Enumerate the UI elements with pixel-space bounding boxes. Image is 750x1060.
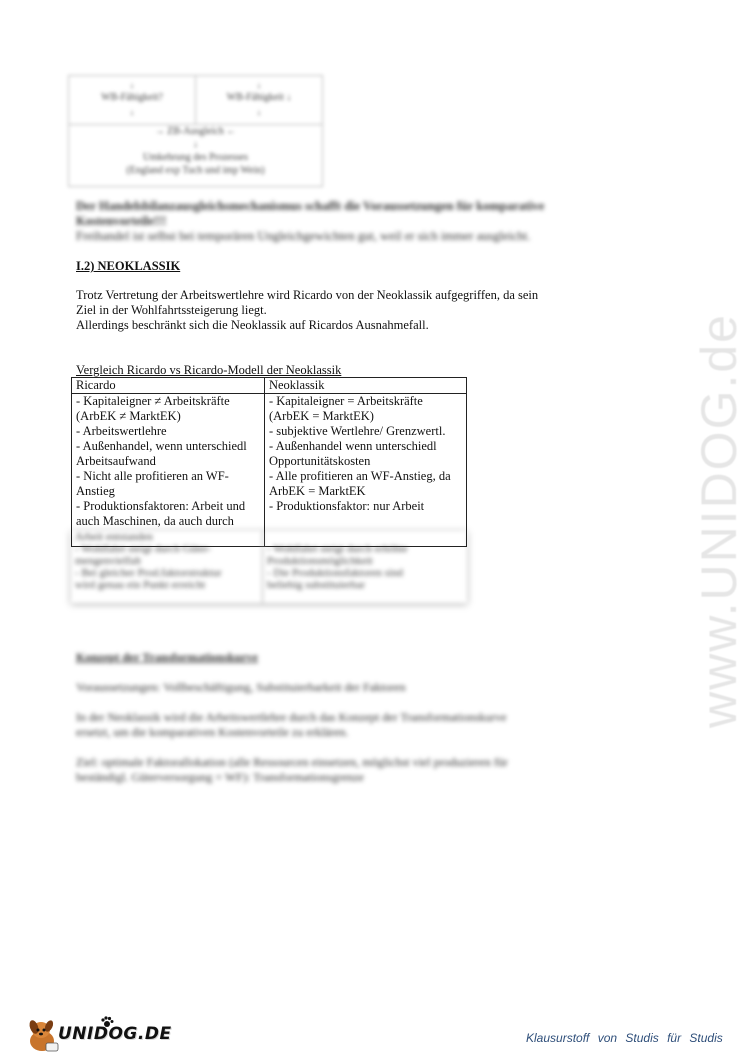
cell-line: - Außenhandel wenn unterschiedl <box>268 439 437 453</box>
cell-line: - Produktionsfaktor: nur Arbeit <box>268 499 425 513</box>
faded-line: - Die Produktionsfaktoren sind <box>267 567 403 579</box>
diagram-top-row <box>69 76 322 125</box>
table-row <box>72 394 467 547</box>
intro-line: Ziel in der Wohlfahrtssteigerung liegt. <box>76 303 267 317</box>
diagram-bottom-line: (England exp Tuch und imp Wein) <box>126 165 265 176</box>
cell-line: auch Maschinen, da auch durch <box>76 514 234 528</box>
cell-line: - Nicht alle profitieren an WF- <box>76 469 229 483</box>
cell-line: Anstieg <box>76 484 115 498</box>
section-heading: I.2) NEOKLASSIK <box>76 259 181 273</box>
cell-line: - Außenhandel, wenn unterschiedl <box>76 439 247 453</box>
cell-line: - Alle profitieren an WF-Anstieg, da <box>268 469 451 483</box>
diagram-cell-right <box>196 76 322 124</box>
table-caption: Vergleich Ricardo vs Ricardo-Modell der Neoklassik <box>76 363 342 377</box>
flow-diagram <box>68 75 323 187</box>
cell-line: - Arbeitswertlehre <box>76 424 167 438</box>
transformation-paragraph <box>76 755 576 785</box>
blurred-line: Freihandel ist selbst bei temporären Ungleichgewichten gut, weil er sich immer ausgleicht. <box>76 229 531 243</box>
blurred-paragraph <box>76 199 596 244</box>
arrow-down-icon: ↓ <box>256 80 262 90</box>
arrow-down-icon: ↓ <box>129 80 135 90</box>
transformation-heading: Konzept der Transformationskurve <box>76 650 258 664</box>
intro-line: Trotz Vertretung der Arbeitswertlehre wird Ricardo von der Neoklassik aufgegriffen, da sein <box>76 288 539 302</box>
diagram-bottom <box>69 125 322 177</box>
faded-line: beliebig substituierbar <box>267 579 366 591</box>
cell-line: (ArbEK = MarktEK) <box>268 409 374 423</box>
cell-line: Arbeitsaufwand <box>76 454 156 468</box>
intro-line: Allerdings beschränkt sich die Neoklassik auf Ricardos Ausnahmefall. <box>76 318 429 332</box>
cell-line: ArbEK = MarktEK <box>268 484 366 498</box>
faded-line: - Wohlfahrt steigt durch Güter- <box>75 543 212 555</box>
section-intro <box>76 288 576 333</box>
blurred-line: Kostenvorteile!!! <box>76 214 167 228</box>
diagram-cell-left <box>69 76 196 124</box>
cell-line: - Kapitaleigner ≠ Arbeitskräfte <box>76 394 230 408</box>
blurred-line: Der Handelsbilanzausgleichsmechanismus schafft die Voraussetzungen für komparative <box>76 199 545 213</box>
table-header-row <box>72 378 467 394</box>
arrow-down-icon: ↓ <box>193 139 198 150</box>
table-cell-ricardo <box>72 394 265 547</box>
faded-cell-neoklassik <box>263 531 463 603</box>
arrow-down-icon: ↓ <box>256 107 262 117</box>
watermark: www.UNIDOG.de <box>691 313 747 728</box>
logo-text: UNIDOG.DE <box>58 1024 172 1044</box>
table-faded-continuation <box>71 531 467 603</box>
diagram-cell-right-label: WB-Fähigkeit ↓ <box>226 92 292 103</box>
unidog-logo[interactable] <box>24 1015 172 1055</box>
paragraph-line: ersetzt, um die komparativen Kostenvorteile zu erklären. <box>76 725 349 739</box>
paragraph-line: In der Neoklassik wird die Arbeitswertlehre durch das Konzept der Transformationskurve <box>76 710 507 724</box>
table-header-neoklassik: Neoklassik <box>264 378 466 394</box>
paragraph-line: beständigl. Güterversorgung = WF): Transformationsgrenze <box>76 770 364 784</box>
cell-line: - subjektive Wertlehre/ Grenzwertl. <box>268 424 446 438</box>
faded-cell-ricardo <box>71 531 263 603</box>
faded-line: mengenvielfalt <box>75 555 141 567</box>
table-header-ricardo: Ricardo <box>72 378 265 394</box>
diagram-bottom-line: Umkehrung des Prozesses <box>143 152 248 163</box>
transformation-paragraph <box>76 710 576 740</box>
arrow-down-icon: ↓ <box>129 107 135 117</box>
cell-line: Opportunitätskosten <box>268 454 371 468</box>
comparison-table <box>71 377 467 547</box>
table-cell-neoklassik <box>264 394 466 547</box>
faded-line: - Bei gleicher Prod.faktorstruktur <box>75 567 222 579</box>
cell-line: (ArbEK ≠ MarktEK) <box>76 409 181 423</box>
paragraph-line: Ziel: optimale Faktorallokation (alle Ressourcen einsetzen, möglichst viel produzieren für <box>76 755 508 769</box>
diagram-cell-left-label: WB-Fähigkeit? <box>101 92 163 103</box>
cell-line: - Produktionsfaktoren: Arbeit und <box>76 499 246 513</box>
faded-line: - Wohlfahrt steigt durch erhöhte <box>267 543 408 555</box>
faded-line <box>267 531 459 543</box>
transformation-paragraph: Voraussetzungen: Vollbeschäftigung, Substituierbarkeit der Faktoren <box>76 680 406 694</box>
footer-tagline: Klausurstoff von Studis für Studis <box>526 1031 723 1045</box>
faded-line: Arbeit entstanden <box>75 531 153 543</box>
faded-line: wird genau ein Punkt erreicht <box>75 579 206 591</box>
cell-line: - Kapitaleigner = Arbeitskräfte <box>268 394 423 408</box>
diagram-center-label: → ZB-Ausgleich ← <box>154 126 237 137</box>
faded-line: Produktionsmöglichkeit <box>267 555 373 567</box>
